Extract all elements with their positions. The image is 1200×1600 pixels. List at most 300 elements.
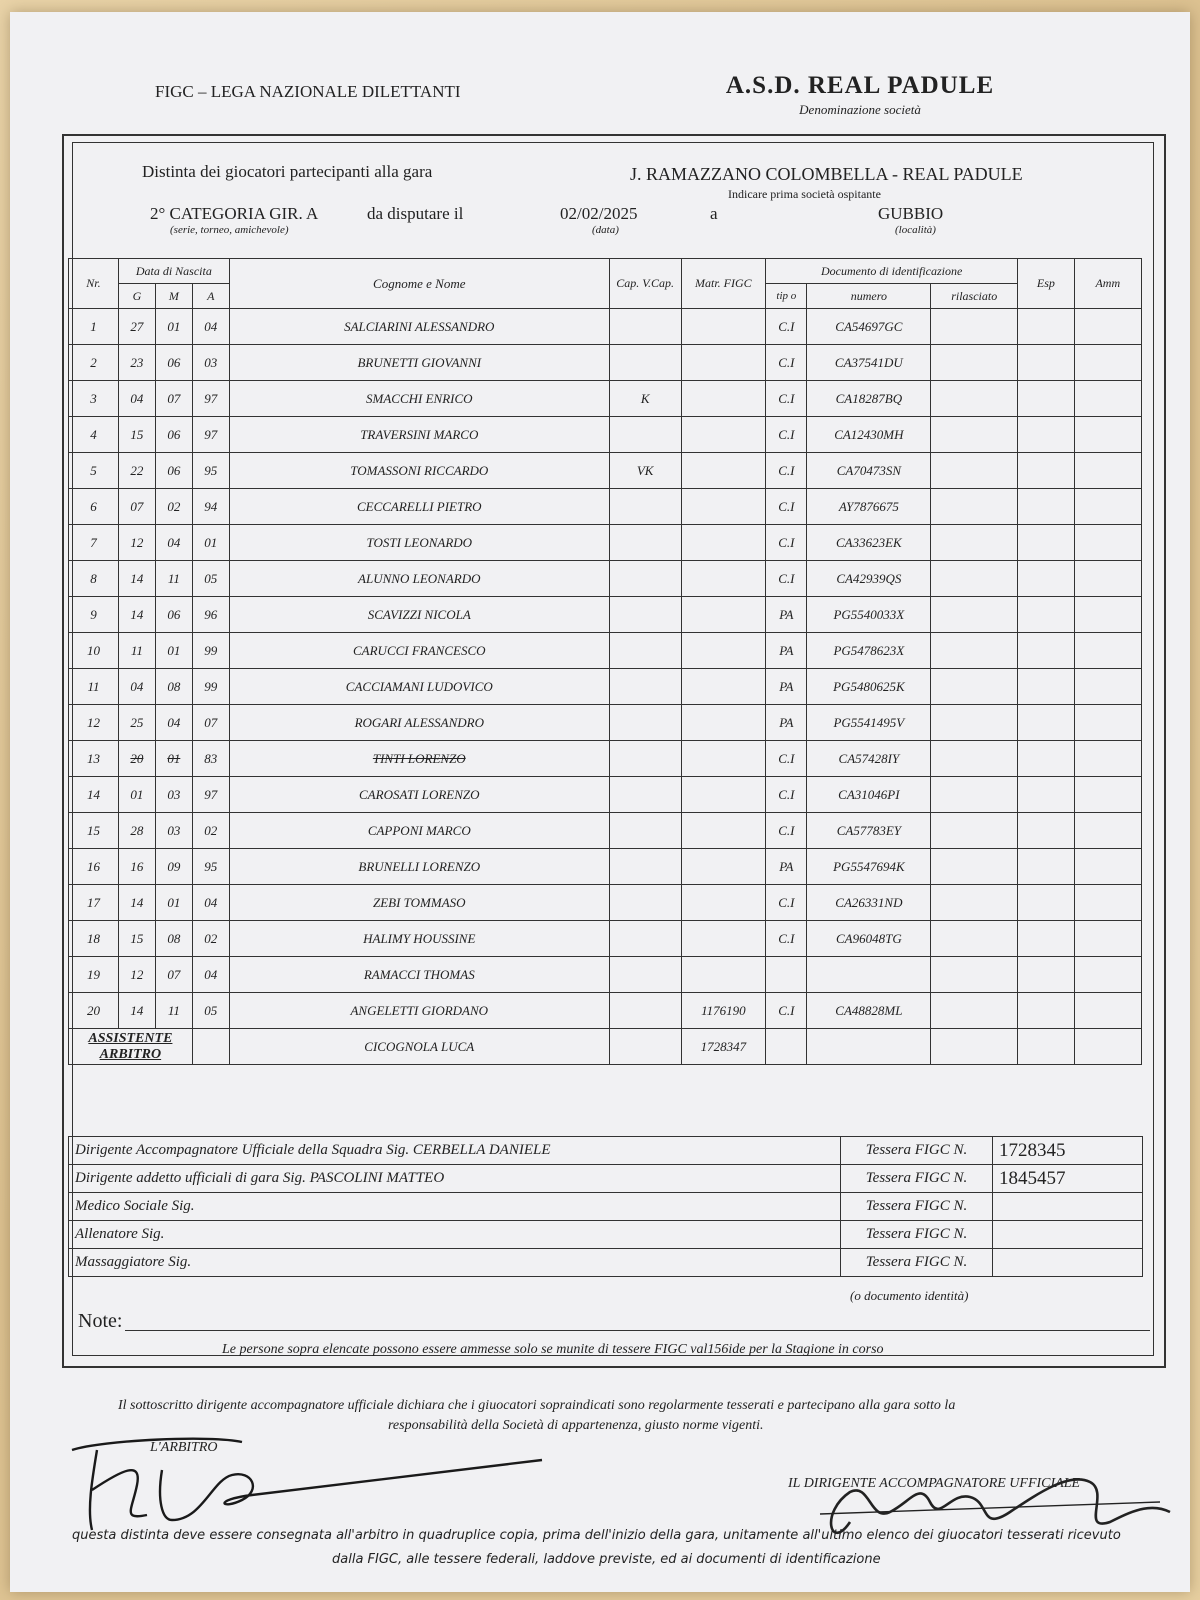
doc-number: CA18287BQ <box>807 381 931 417</box>
tessera-number: 1728345 <box>993 1137 1143 1165</box>
assistant-matr: 1728347 <box>681 1029 766 1065</box>
player-nr: 5 <box>69 453 119 489</box>
col-esp: Esp <box>1018 259 1074 309</box>
birth-month: 07 <box>155 957 192 993</box>
doc-number <box>807 957 931 993</box>
team-caption: Denominazione società <box>799 102 921 117</box>
birth-month: 01 <box>155 633 192 669</box>
doc-number: CA57428IY <box>807 741 931 777</box>
player-name: CECCARELLI PIETRO <box>229 489 609 525</box>
player-name: ROGARI ALESSANDRO <box>229 705 609 741</box>
captain-mark <box>609 993 681 1029</box>
birth-month: 04 <box>155 705 192 741</box>
birth-month: 06 <box>155 453 192 489</box>
birth-day: 28 <box>118 813 155 849</box>
expelled <box>1018 417 1074 453</box>
doc-issued <box>931 705 1018 741</box>
match-sheet <box>10 12 1190 1592</box>
captain-mark: K <box>609 381 681 417</box>
player-nr: 8 <box>69 561 119 597</box>
doc-type: C.I <box>766 417 807 453</box>
birth-day: 01 <box>118 777 155 813</box>
birth-day: 14 <box>118 993 155 1029</box>
birth-day: 12 <box>118 525 155 561</box>
referee-label: L'ARBITRO <box>150 1440 218 1455</box>
player-row <box>69 957 1142 993</box>
expelled <box>1018 525 1074 561</box>
birth-year: 99 <box>192 633 229 669</box>
doc-number: CA31046PI <box>807 777 931 813</box>
figc-matr <box>681 345 766 381</box>
match-date: 02/02/2025 <box>560 204 638 223</box>
doc-number: CA33623EK <box>807 525 931 561</box>
figc-matr <box>681 309 766 345</box>
birth-day: 15 <box>118 921 155 957</box>
player-nr: 13 <box>69 741 119 777</box>
player-row <box>69 813 1142 849</box>
birth-day: 23 <box>118 345 155 381</box>
doc-type: C.I <box>766 561 807 597</box>
figc-matr <box>681 561 766 597</box>
warned <box>1074 921 1141 957</box>
figc-matr <box>681 921 766 957</box>
player-name: SMACCHI ENRICO <box>229 381 609 417</box>
birth-year: 01 <box>192 525 229 561</box>
staff-role: Dirigente Accompagnatore Ufficiale della Squadra Sig. CERBELLA DANIELE <box>69 1137 841 1165</box>
birth-year: 04 <box>192 309 229 345</box>
figc-matr <box>681 489 766 525</box>
expelled <box>1018 993 1074 1029</box>
expelled <box>1018 597 1074 633</box>
figc-matr <box>681 597 766 633</box>
expelled <box>1018 813 1074 849</box>
birth-year: 97 <box>192 777 229 813</box>
warned <box>1074 453 1141 489</box>
official-label: IL DIRIGENTE ACCOMPAGNATORE UFFICIALE <box>788 1476 1081 1491</box>
birth-day: 04 <box>118 669 155 705</box>
figc-matr <box>681 705 766 741</box>
doc-type: C.I <box>766 813 807 849</box>
warned <box>1074 345 1141 381</box>
expelled <box>1018 849 1074 885</box>
player-name: RAMACCI THOMAS <box>229 957 609 993</box>
player-row <box>69 417 1142 453</box>
doc-issued <box>931 525 1018 561</box>
player-name: CAROSATI LORENZO <box>229 777 609 813</box>
figc-matr <box>681 849 766 885</box>
col-m: M <box>155 284 192 309</box>
birth-year: 03 <box>192 345 229 381</box>
col-nr: Nr. <box>69 259 119 309</box>
doc-number: PG5540033X <box>807 597 931 633</box>
col-numero: numero <box>807 284 931 309</box>
doc-number: CA12430MH <box>807 417 931 453</box>
player-name: TINTI LORENZO <box>229 741 609 777</box>
player-nr: 3 <box>69 381 119 417</box>
player-nr: 14 <box>69 777 119 813</box>
birth-year: 05 <box>192 993 229 1029</box>
doc-issued <box>931 597 1018 633</box>
player-row <box>69 777 1142 813</box>
validity-note: Le persone sopra elencate possono essere ammesse solo se munite di tessere FIGC val156ide per la Stagione in corso <box>222 1342 884 1357</box>
date-caption: (data) <box>592 224 619 236</box>
doc-number: PG5547694K <box>807 849 931 885</box>
captain-mark <box>609 489 681 525</box>
warned <box>1074 885 1141 921</box>
expelled <box>1018 309 1074 345</box>
expelled <box>1018 957 1074 993</box>
birth-year: 95 <box>192 849 229 885</box>
doc-type: PA <box>766 849 807 885</box>
assistant-cap <box>609 1029 681 1065</box>
player-name: ZEBI TOMMASO <box>229 885 609 921</box>
birth-year: 99 <box>192 669 229 705</box>
doc-issued <box>931 417 1018 453</box>
captain-mark: VK <box>609 453 681 489</box>
player-nr: 20 <box>69 993 119 1029</box>
player-row <box>69 453 1142 489</box>
player-name: SCAVIZZI NICOLA <box>229 597 609 633</box>
tessera-label: Tessera FIGC N. <box>841 1193 993 1221</box>
col-tipo: tip o <box>766 284 807 309</box>
player-name: TOSTI LEONARDO <box>229 525 609 561</box>
doc-type: C.I <box>766 381 807 417</box>
birth-year: 02 <box>192 813 229 849</box>
doc-number: PG5478623X <box>807 633 931 669</box>
birth-year: 97 <box>192 381 229 417</box>
birth-day: 27 <box>118 309 155 345</box>
expelled <box>1018 777 1074 813</box>
captain-mark <box>609 561 681 597</box>
figc-matr <box>681 741 766 777</box>
player-row <box>69 741 1142 777</box>
team-name: A.S.D. REAL PADULE <box>725 72 995 99</box>
birth-month: 02 <box>155 489 192 525</box>
doc-number: PG5541495V <box>807 705 931 741</box>
doc-issued <box>931 777 1018 813</box>
doc-type: C.I <box>766 741 807 777</box>
doc-type: C.I <box>766 525 807 561</box>
birth-day: 16 <box>118 849 155 885</box>
figc-matr <box>681 633 766 669</box>
player-row <box>69 561 1142 597</box>
assistant-label: ASSISTENTE ARBITRO <box>69 1029 193 1065</box>
doc-issued <box>931 561 1018 597</box>
birth-month: 01 <box>155 741 192 777</box>
expelled <box>1018 561 1074 597</box>
birth-month: 08 <box>155 921 192 957</box>
birth-day: 04 <box>118 381 155 417</box>
player-nr: 19 <box>69 957 119 993</box>
doc-issued <box>931 993 1018 1029</box>
warned <box>1074 741 1141 777</box>
doc-issued <box>931 669 1018 705</box>
player-nr: 10 <box>69 633 119 669</box>
match-location: GUBBIO <box>878 204 944 223</box>
doc-type: C.I <box>766 453 807 489</box>
figc-matr <box>681 885 766 921</box>
staff-role: Allenatore Sig. <box>69 1221 841 1249</box>
doc-issued <box>931 957 1018 993</box>
doc-type: C.I <box>766 309 807 345</box>
category-caption: (serie, torneo, amichevole) <box>170 224 289 236</box>
birth-month: 09 <box>155 849 192 885</box>
birth-month: 11 <box>155 993 192 1029</box>
player-row <box>69 921 1142 957</box>
assistant-blank <box>192 1029 229 1065</box>
doc-number: CA57783EY <box>807 813 931 849</box>
player-row <box>69 597 1142 633</box>
player-row <box>69 993 1142 1029</box>
player-row <box>69 309 1142 345</box>
col-amm: Amm <box>1074 259 1141 309</box>
player-nr: 18 <box>69 921 119 957</box>
player-nr: 6 <box>69 489 119 525</box>
player-name: CAPPONI MARCO <box>229 813 609 849</box>
birth-year: 04 <box>192 957 229 993</box>
captain-mark <box>609 417 681 453</box>
player-row <box>69 705 1142 741</box>
player-nr: 7 <box>69 525 119 561</box>
col-birth: Data di Nascita <box>118 259 229 284</box>
fixture: J. RAMAZZANO COLOMBELLA - REAL PADULE <box>630 164 1023 184</box>
player-name: BRUNETTI GIOVANNI <box>229 345 609 381</box>
category: 2° CATEGORIA GIR. A <box>150 204 319 223</box>
note-label: Note: <box>78 1310 123 1332</box>
figc-matr <box>681 453 766 489</box>
doc-type: PA <box>766 705 807 741</box>
birth-day: 22 <box>118 453 155 489</box>
warned <box>1074 309 1141 345</box>
birth-day: 14 <box>118 885 155 921</box>
birth-month: 03 <box>155 813 192 849</box>
birth-day: 07 <box>118 489 155 525</box>
captain-mark <box>609 885 681 921</box>
player-row <box>69 381 1142 417</box>
birth-month: 08 <box>155 669 192 705</box>
warned <box>1074 957 1141 993</box>
doc-issued <box>931 813 1018 849</box>
expelled <box>1018 921 1074 957</box>
birth-month: 01 <box>155 309 192 345</box>
col-g: G <box>118 284 155 309</box>
player-row <box>69 525 1142 561</box>
captain-mark <box>609 777 681 813</box>
figc-matr <box>681 777 766 813</box>
player-nr: 4 <box>69 417 119 453</box>
captain-mark <box>609 309 681 345</box>
warned <box>1074 417 1141 453</box>
birth-day: 15 <box>118 417 155 453</box>
doc-type: C.I <box>766 885 807 921</box>
birth-day: 14 <box>118 561 155 597</box>
warned <box>1074 489 1141 525</box>
player-row <box>69 489 1142 525</box>
player-nr: 15 <box>69 813 119 849</box>
player-name: ANGELETTI GIORDANO <box>229 993 609 1029</box>
captain-mark <box>609 921 681 957</box>
figc-matr <box>681 957 766 993</box>
birth-month: 04 <box>155 525 192 561</box>
captain-mark <box>609 633 681 669</box>
to-play-label: da disputare il <box>367 204 464 223</box>
player-row <box>69 633 1142 669</box>
doc-issued <box>931 921 1018 957</box>
doc-issued <box>931 489 1018 525</box>
tessera-number <box>993 1249 1143 1277</box>
birth-month: 03 <box>155 777 192 813</box>
doc-issued <box>931 849 1018 885</box>
player-name: HALIMY HOUSSINE <box>229 921 609 957</box>
staff-caption: (o documento identità) <box>850 1288 969 1303</box>
birth-year: 04 <box>192 885 229 921</box>
col-a: A <box>192 284 229 309</box>
col-rilasciato: rilasciato <box>931 284 1018 309</box>
doc-number: PG5480625K <box>807 669 931 705</box>
captain-mark <box>609 525 681 561</box>
staff-role: Dirigente addetto ufficiali di gara Sig. PASCOLINI MATTEO <box>69 1165 841 1193</box>
doc-issued <box>931 345 1018 381</box>
warned <box>1074 777 1141 813</box>
birth-month: 06 <box>155 345 192 381</box>
doc-number: CA42939QS <box>807 561 931 597</box>
expelled <box>1018 741 1074 777</box>
birth-day: 11 <box>118 633 155 669</box>
player-row <box>69 885 1142 921</box>
birth-month: 06 <box>155 417 192 453</box>
col-name: Cognome e Nome <box>229 259 609 309</box>
player-nr: 16 <box>69 849 119 885</box>
tessera-number <box>993 1193 1143 1221</box>
captain-mark <box>609 597 681 633</box>
footer-line-2: dalla FIGC, alle tessere federali, laddove previste, ed ai documenti di identificazione <box>332 1552 881 1567</box>
captain-mark <box>609 705 681 741</box>
captain-mark <box>609 813 681 849</box>
player-nr: 17 <box>69 885 119 921</box>
warned <box>1074 849 1141 885</box>
staff-row <box>69 1221 1143 1249</box>
staff-row <box>69 1137 1143 1165</box>
expelled <box>1018 453 1074 489</box>
doc-number: AY7876675 <box>807 489 931 525</box>
birth-month: 01 <box>155 885 192 921</box>
warned <box>1074 813 1141 849</box>
player-nr: 9 <box>69 597 119 633</box>
player-row <box>69 669 1142 705</box>
figc-matr <box>681 669 766 705</box>
declaration-line-2: responsabilità della Società di appartenenza, giusto norme vigenti. <box>388 1418 764 1433</box>
expelled <box>1018 489 1074 525</box>
birth-year: 97 <box>192 417 229 453</box>
captain-mark <box>609 849 681 885</box>
doc-number: CA26331ND <box>807 885 931 921</box>
declaration-line-1: Il sottoscritto dirigente accompagnatore ufficiale dichiara che i giuocatori sopraindicati sono regolarmente tesserati e partecipano alla gara sotto la <box>118 1398 956 1413</box>
footer-line-1: questa distinta deve essere consegnata all'arbitro in quadruplice copia, prima dell'inizio della gara, unitamente all'ultimo elenco dei giuocatori tesserati ricevuto <box>72 1528 1121 1543</box>
doc-number: CA96048TG <box>807 921 931 957</box>
doc-issued <box>931 381 1018 417</box>
doc-issued <box>931 741 1018 777</box>
staff-row <box>69 1193 1143 1221</box>
doc-issued <box>931 885 1018 921</box>
list-title: Distinta dei giocatori partecipanti alla gara <box>142 162 433 181</box>
expelled <box>1018 885 1074 921</box>
tessera-label: Tessera FIGC N. <box>841 1221 993 1249</box>
player-nr: 2 <box>69 345 119 381</box>
player-name: ALUNNO LEONARDO <box>229 561 609 597</box>
birth-year: 05 <box>192 561 229 597</box>
player-row <box>69 345 1142 381</box>
expelled <box>1018 381 1074 417</box>
captain-mark <box>609 669 681 705</box>
birth-year: 07 <box>192 705 229 741</box>
col-doc: Documento di identificazione <box>766 259 1018 284</box>
birth-month: 07 <box>155 381 192 417</box>
birth-month: 06 <box>155 597 192 633</box>
birth-day: 25 <box>118 705 155 741</box>
doc-issued <box>931 633 1018 669</box>
tessera-number: 1845457 <box>993 1165 1143 1193</box>
captain-mark <box>609 345 681 381</box>
expelled <box>1018 669 1074 705</box>
figc-matr <box>681 417 766 453</box>
player-name: CACCIAMANI LUDOVICO <box>229 669 609 705</box>
warned <box>1074 597 1141 633</box>
staff-row <box>69 1165 1143 1193</box>
fixture-caption: Indicare prima società ospitante <box>728 187 881 201</box>
staff-role: Massaggiatore Sig. <box>69 1249 841 1277</box>
doc-type: PA <box>766 597 807 633</box>
player-name: SALCIARINI ALESSANDRO <box>229 309 609 345</box>
doc-number: CA70473SN <box>807 453 931 489</box>
federation-title: FIGC – LEGA NAZIONALE DILETTANTI <box>155 82 461 101</box>
birth-day: 20 <box>118 741 155 777</box>
warned <box>1074 669 1141 705</box>
player-name: BRUNELLI LORENZO <box>229 849 609 885</box>
warned <box>1074 633 1141 669</box>
figc-matr: 1176190 <box>681 993 766 1029</box>
staff-row <box>69 1249 1143 1277</box>
figc-matr <box>681 381 766 417</box>
captain-mark <box>609 957 681 993</box>
player-nr: 12 <box>69 705 119 741</box>
warned <box>1074 525 1141 561</box>
players-table <box>68 258 1142 1065</box>
figc-matr <box>681 813 766 849</box>
birth-month: 11 <box>155 561 192 597</box>
doc-issued <box>931 453 1018 489</box>
col-matr: Matr. FIGC <box>681 259 766 309</box>
warned <box>1074 381 1141 417</box>
tessera-number <box>993 1221 1143 1249</box>
doc-type: C.I <box>766 489 807 525</box>
doc-type: PA <box>766 633 807 669</box>
birth-year: 02 <box>192 921 229 957</box>
birth-year: 94 <box>192 489 229 525</box>
warned <box>1074 561 1141 597</box>
captain-mark <box>609 741 681 777</box>
warned <box>1074 705 1141 741</box>
tessera-label: Tessera FIGC N. <box>841 1165 993 1193</box>
assistant-row <box>69 1029 1142 1065</box>
staff-role: Medico Sociale Sig. <box>69 1193 841 1221</box>
warned <box>1074 993 1141 1029</box>
doc-number: CA48828ML <box>807 993 931 1029</box>
expelled <box>1018 345 1074 381</box>
doc-type <box>766 957 807 993</box>
team-header <box>710 72 1010 118</box>
staff-table <box>68 1136 1143 1277</box>
birth-day: 14 <box>118 597 155 633</box>
